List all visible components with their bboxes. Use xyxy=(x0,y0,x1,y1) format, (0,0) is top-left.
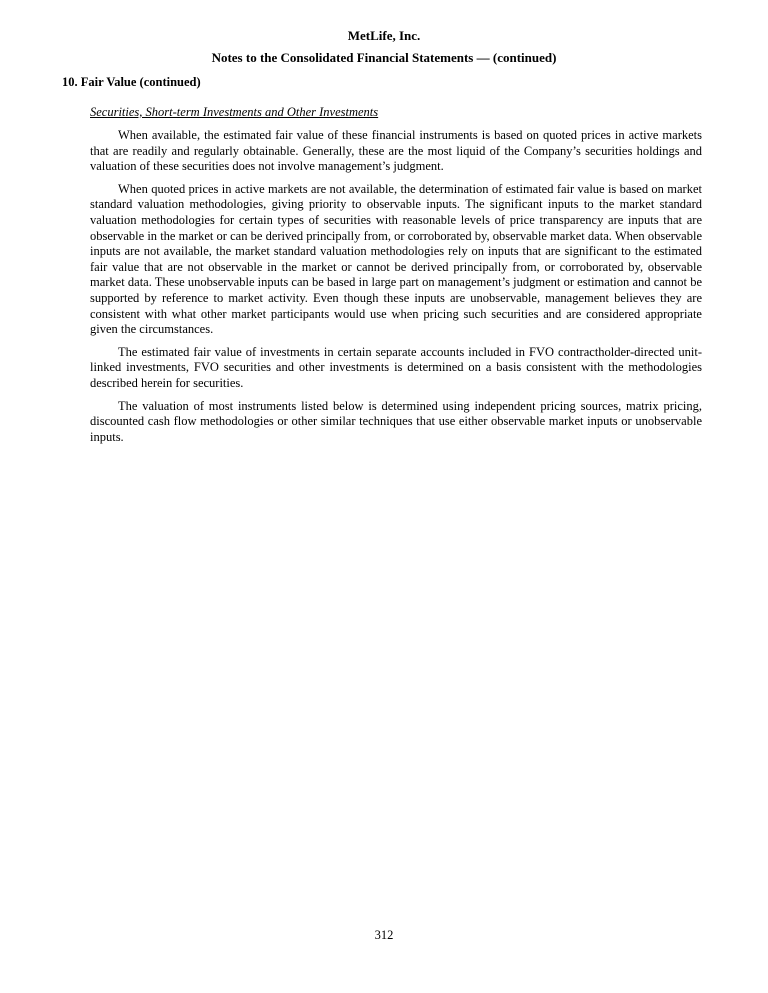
page-content xyxy=(62,28,706,452)
paragraph-3: The estimated fair value of investments in certain separate accounts included in FVO contractholder-directed unit-linked investments, FVO securities and other investments is determined on a basis consistent with the methodologies described herein for securities. xyxy=(90,344,702,390)
section-heading: 10. Fair Value (continued) xyxy=(62,75,201,89)
paragraph-1: When available, the estimated fair value of these financial instruments is based on quoted prices in active markets that are readily and regularly obtainable. Generally, these are the most liquid of the Company’s securities holdings and valuation of these securities does not involve management’s judgment. xyxy=(90,128,702,174)
document-subtitle: Notes to the Consolidated Financial Statements — (continued) xyxy=(211,50,557,65)
paragraph-2: When quoted prices in active markets are not available, the determination of estimated fair value is based on market standard valuation methodologies, giving priority to observable inputs. The significant inputs to the market standard valuation methodologies for certain types of securities with reasonable levels of price transparency are inputs that are observable in the market or can be derived principally from, or corroborated by, observable market data. When observable inputs are not available, the market standard valuation methodologies rely on inputs that are significant to the estimated fair value that are not observable in the market or cannot be derived principally from, or corroborated by, observable market data. These unobservable inputs can be based in large part on management’s judgment or estimation and cannot be supported by reference to market activity. Even though these inputs are unobservable, management believes they are consistent with what other market participants would use when pricing such securities and are considered appropriate given the circumstances. xyxy=(90,181,702,337)
paragraph-4: The valuation of most instruments listed below is determined using independent pricing sources, matrix pricing, discounted cash flow methodologies or other similar techniques that use either observable market inputs or unobservable inputs. xyxy=(90,398,702,444)
section-body xyxy=(90,104,702,445)
page-number: 312 xyxy=(374,928,394,942)
company-title: MetLife, Inc. xyxy=(347,28,421,43)
subsection-heading: Securities, Short-term Investments and Other Investments xyxy=(90,105,379,119)
